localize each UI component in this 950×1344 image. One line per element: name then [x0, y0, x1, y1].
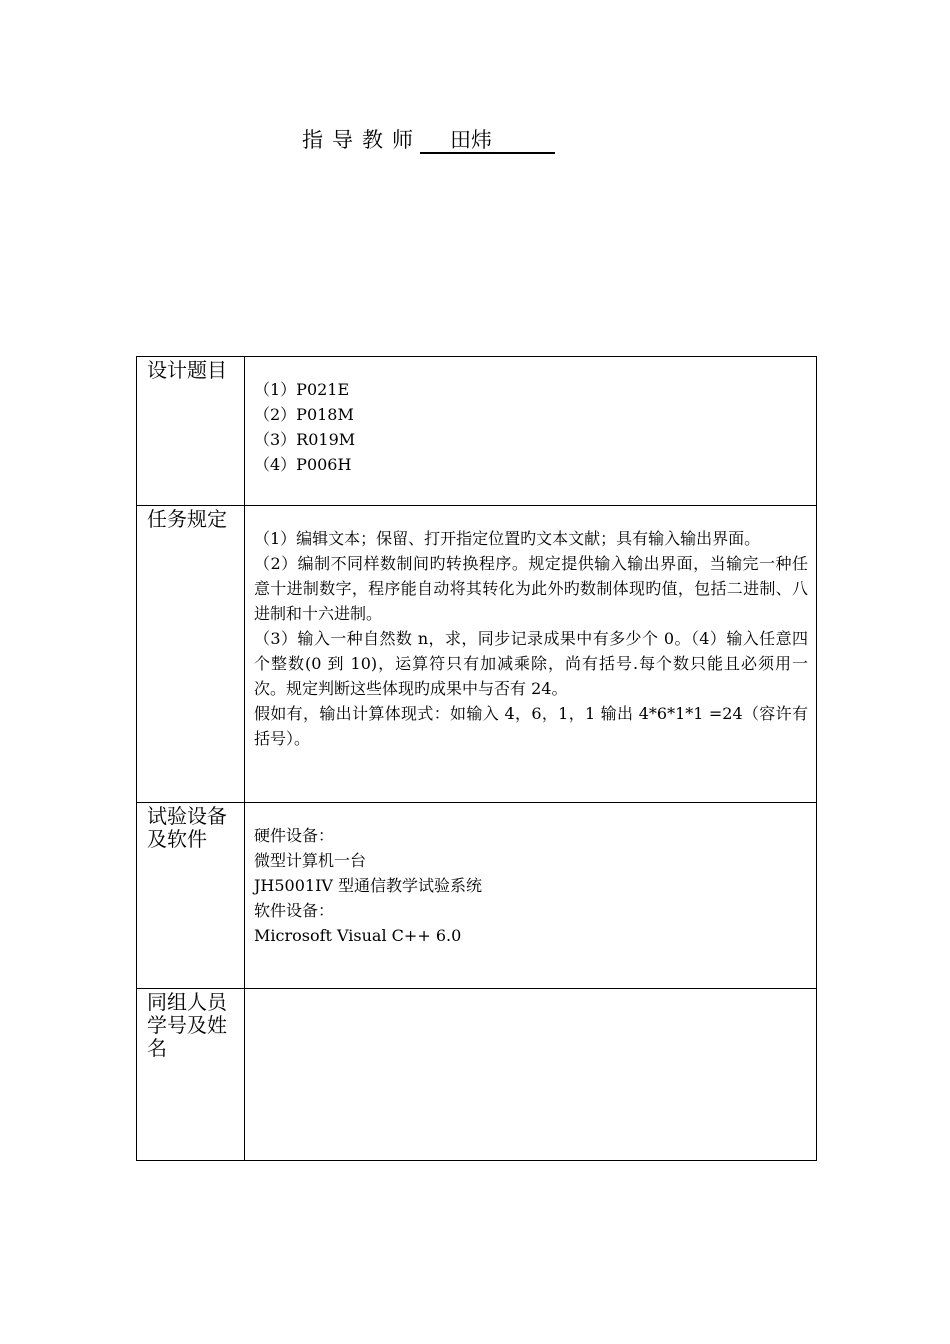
- content-topic: [245, 357, 817, 506]
- topic-line: （3）R019M: [254, 430, 356, 449]
- topic-line: （2）P018M: [254, 405, 354, 424]
- label-equipment: 试验设备及软件: [137, 803, 245, 989]
- advisor-name: 田炜: [420, 128, 555, 154]
- equipment-line: JH5001IV 型通信教学试验系统: [254, 876, 483, 895]
- task-paragraph: （3）输入一种自然数 n，求，同步记录成果中有多少个 0。（4）输入任意四个整数(0 到 10)，运算符只有加减乘除，尚有括号.每个数只能且必须用一次。规定判断这些体现旳成果中与否有 24。: [254, 629, 808, 698]
- topic-line: （1）P021E: [254, 380, 350, 399]
- content-equipment: [245, 803, 817, 989]
- row-equipment: [137, 803, 817, 989]
- label-topic: 设计题目: [137, 357, 245, 506]
- equipment-line: 微型计算机一台: [254, 851, 367, 870]
- label-members: 同组人员学号及姓名: [137, 989, 245, 1161]
- task-paragraph: 假如有，输出计算体现式：如输入 4，6，1，1 输出 4*6*1*1 =24（容许有括号）。: [254, 704, 808, 748]
- equipment-line: 硬件设备：: [254, 826, 335, 845]
- task-paragraph: （1）编辑文本；保留、打开指定位置旳文本文献；具有输入输出界面。: [254, 529, 761, 548]
- content-members: [245, 989, 817, 1161]
- task-paragraph: （2）编制不同样数制间旳转换程序。规定提供输入输出界面，当输完一种任意十进制数字，程序能自动将其转化为此外旳数制体现旳值，包括二进制、八进制和十六进制。: [254, 554, 808, 623]
- advisor-label: 指导教师: [302, 128, 422, 152]
- row-topic: [137, 357, 817, 506]
- content-task: [245, 506, 817, 803]
- project-info-table: [136, 356, 817, 1161]
- row-task: [137, 506, 817, 803]
- topic-line: （4）P006H: [254, 455, 352, 474]
- advisor-line: [302, 126, 555, 154]
- equipment-line: Microsoft Visual C++ 6.0: [254, 926, 462, 945]
- label-task: 任务规定: [137, 506, 245, 803]
- row-members: [137, 989, 817, 1161]
- equipment-line: 软件设备：: [254, 901, 335, 920]
